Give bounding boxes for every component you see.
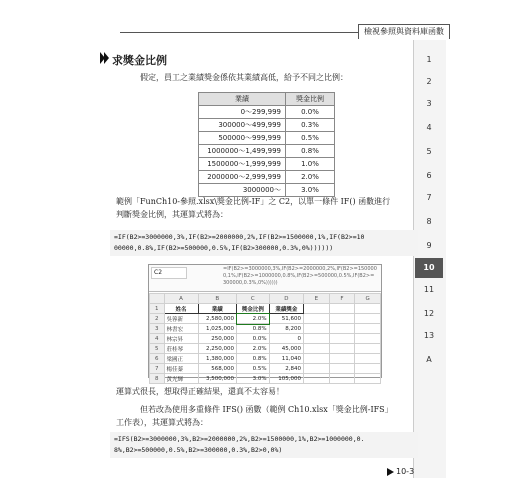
chapter-header-tab: 檢視參照與資料庫函數 [358,24,450,39]
sheet-cell[interactable]: 0.8% [237,354,270,364]
paragraph-line: 但若改為使用多重條件 IFS() 函數（範例 Ch10.xlsx「獎金比例-IFS」 [140,405,393,414]
formula-text: =IF(B2>=3000000,3%,IF(B2>=2000000,2%,IF(B2>=1500000,1%,IF(B2>=1000000,0.8%,IF(B2>=500000,0.5%,IF(B2>=300000,0.3%,0%)))))) [223,266,377,286]
sheet-cell[interactable] [329,354,355,364]
sheet-cell[interactable]: 吳蓉新 [164,314,198,324]
sheet-cell[interactable] [355,364,381,374]
sales-range-cell: 300000～499,999 [199,119,286,132]
sheet-cell[interactable]: 51,600 [269,314,303,324]
sheet-cell[interactable]: 黃光輝 [164,374,198,384]
sheet-cell[interactable]: 2,580,000 [198,314,237,324]
table-row [199,184,335,197]
thumb-index-item: 11 [423,285,435,294]
column-header[interactable]: C [237,294,270,304]
sheet-cell[interactable] [329,364,355,374]
bonus-rate-cell: 3.0% [286,184,335,197]
column-header-row [150,294,381,304]
thumb-index-item: 12 [423,309,435,318]
thumb-index-item: 4 [426,123,432,132]
sheet-cell[interactable] [355,374,381,384]
thumb-index-item: 8 [426,217,432,226]
sheet-cell[interactable]: 2.0% [237,314,270,324]
thumb-index-item: 2 [426,77,432,86]
sheet-cell[interactable] [304,324,330,334]
section-title: 求獎金比例 [112,54,167,67]
bonus-rate-cell: 0.5% [286,132,335,145]
thumb-index-item: 9 [426,241,432,250]
spreadsheet-screenshot [148,264,382,383]
column-header[interactable]: F [329,294,355,304]
sheet-cell[interactable]: 3,500,000 [198,374,237,384]
row-header[interactable]: 3 [150,324,165,334]
table-row [199,106,335,119]
table-header-sales: 業績 [199,93,286,106]
sheet-cell[interactable] [304,364,330,374]
sheet-header-cell[interactable]: 業績獎金 [269,304,303,314]
sheet-cell[interactable] [304,304,330,314]
sheet-cell[interactable] [304,334,330,344]
double-arrow-icon [100,52,110,64]
sheet-cell[interactable]: 3.0% [237,374,270,384]
sheet-cell[interactable] [355,304,381,314]
code-block-if [110,230,418,256]
sheet-row [150,364,381,374]
sheet-cell[interactable] [304,314,330,324]
column-header[interactable]: G [355,294,381,304]
sheet-cell[interactable] [304,354,330,364]
sheet-cell[interactable] [329,344,355,354]
sheet-header-cell[interactable]: 獎金比例 [237,304,270,314]
sales-range-cell: 3000000～ [199,184,286,197]
sheet-cell[interactable]: 林宗昇 [164,334,198,344]
thumb-index-item: 5 [426,147,432,156]
sheet-cell[interactable] [329,304,355,314]
bonus-rate-cell: 2.0% [286,171,335,184]
row-header[interactable]: 8 [150,374,165,384]
sheet-cell[interactable] [329,374,355,384]
sheet-cell[interactable] [329,314,355,324]
sales-range-cell: 500000～999,999 [199,132,286,145]
table-header-rate: 獎金比例 [286,93,335,106]
sheet-cell[interactable]: 0.5% [237,364,270,374]
paragraph-line: 工作表），其運算式將為： [116,418,208,427]
sheet-cell[interactable]: 2,250,000 [198,344,237,354]
sheet-cell[interactable] [355,324,381,334]
row-header[interactable]: 5 [150,344,165,354]
column-header[interactable]: D [269,294,303,304]
sheet-cell[interactable] [304,374,330,384]
sheet-cell[interactable]: 2.0% [237,344,270,354]
paragraph-line: 判斷獎金比例，其運算式將為： [116,210,228,219]
row-header[interactable]: 1 [150,304,165,314]
sheet-row [150,314,381,324]
paragraph-line: 運算式很長，想取得正確結果，還真不太容易！ [116,387,284,396]
thumb-index-item: 6 [426,171,432,180]
code-block-ifs [110,432,418,458]
table-row [199,145,335,158]
column-header[interactable]: B [198,294,237,304]
sheet-cell[interactable]: 0.0% [237,334,270,344]
sheet-grid [149,293,381,384]
sheet-header-cell[interactable]: 業績 [198,304,237,314]
sheet-cell[interactable]: 0 [269,334,303,344]
sheet-row [150,304,381,314]
sheet-cell[interactable] [329,324,355,334]
code-line: 00000,0.8%,IF(B2>=500000,0.5%,IF(B2>300000,0.3%,0%)))))) [114,244,334,252]
paragraph-line: 範例「FunCh10-參照.xlsx\獎金比例-IF」之 C2，以單一條件 IF() 函數進行 [116,197,391,206]
sales-range-cell: 0～299,999 [199,106,286,119]
sheet-cell[interactable]: 105,000 [269,374,303,384]
thumb-index-item: 7 [426,193,432,202]
sheet-cell[interactable]: 莊桂琴 [164,344,198,354]
sheet-row [150,354,381,364]
table-row [199,119,335,132]
sales-range-cell: 2000000～2,999,999 [199,171,286,184]
code-line: 8%,B2>=500000,0.5%,B2>=300000,0.3%,B2>0,0%) [114,446,283,454]
sheet-cell[interactable] [355,354,381,364]
thumb-index-item: A [426,355,432,364]
thumb-index-item: 10 [415,258,443,278]
sheet-cell[interactable] [355,334,381,344]
sheet-cell[interactable]: 0.8% [237,324,270,334]
sheet-cell[interactable] [304,344,330,354]
sheet-cell[interactable]: 楊佳蓁 [164,364,198,374]
sheet-cell[interactable]: 1,025,000 [198,324,237,334]
page-number: 10-3 [396,467,415,476]
sheet-row [150,344,381,354]
sheet-row [150,324,381,334]
formula-bar [149,265,381,292]
sheet-cell[interactable]: 8,200 [269,324,303,334]
code-line: =IF(B2>=3000000,3%,IF(B2>=2000000,2%,IF(B2>=1500000,1%,IF(B2>=10 [114,233,365,241]
sheet-cell[interactable]: 2,840 [269,364,303,374]
bonus-rate-cell: 0.0% [286,106,335,119]
sheet-cell[interactable]: 11,040 [269,354,303,364]
bonus-rate-cell: 0.8% [286,145,335,158]
page-arrow-icon [387,468,394,476]
sheet-row [150,334,381,344]
row-header[interactable]: 2 [150,314,165,324]
row-header[interactable]: 6 [150,354,165,364]
bonus-rate-table [198,92,335,197]
sheet-cell[interactable] [355,314,381,324]
sheet-cell[interactable]: 1,380,000 [198,354,237,364]
column-header[interactable]: A [164,294,198,304]
sheet-row [150,374,381,384]
sheet-cell[interactable] [329,334,355,344]
thumb-index-item: 3 [426,99,432,108]
table-row [199,171,335,184]
sheet-cell[interactable]: 梁國正 [164,354,198,364]
row-header[interactable]: 7 [150,364,165,374]
bonus-rate-cell: 0.3% [286,119,335,132]
sheet-cell[interactable]: 45,000 [269,344,303,354]
column-header[interactable] [150,294,165,304]
sheet-cell[interactable] [355,344,381,354]
bonus-rate-cell: 1.0% [286,158,335,171]
intro-text: 假定，員工之業績獎金係依其業績高低，給予不同之比例： [140,73,348,82]
sales-range-cell: 1500000～1,999,999 [199,158,286,171]
sheet-cell[interactable]: 568,000 [198,364,237,374]
column-header[interactable]: E [304,294,330,304]
sheet-cell[interactable]: 250,000 [198,334,237,344]
code-line: =IFS(B2>=3000000,3%,B2>=2000000,2%,B2>=1500000,1%,B2>=1000000,0. [114,435,365,443]
thumb-index-item: 1 [426,55,432,64]
table-row [199,158,335,171]
sheet-cell[interactable]: 林書宏 [164,324,198,334]
sheet-header-cell[interactable]: 姓名 [164,304,198,314]
table-row [199,132,335,145]
row-header[interactable]: 4 [150,334,165,344]
thumb-index-item: 13 [423,331,435,340]
name-box: C2 [151,267,187,279]
sales-range-cell: 1000000～1,499,999 [199,145,286,158]
